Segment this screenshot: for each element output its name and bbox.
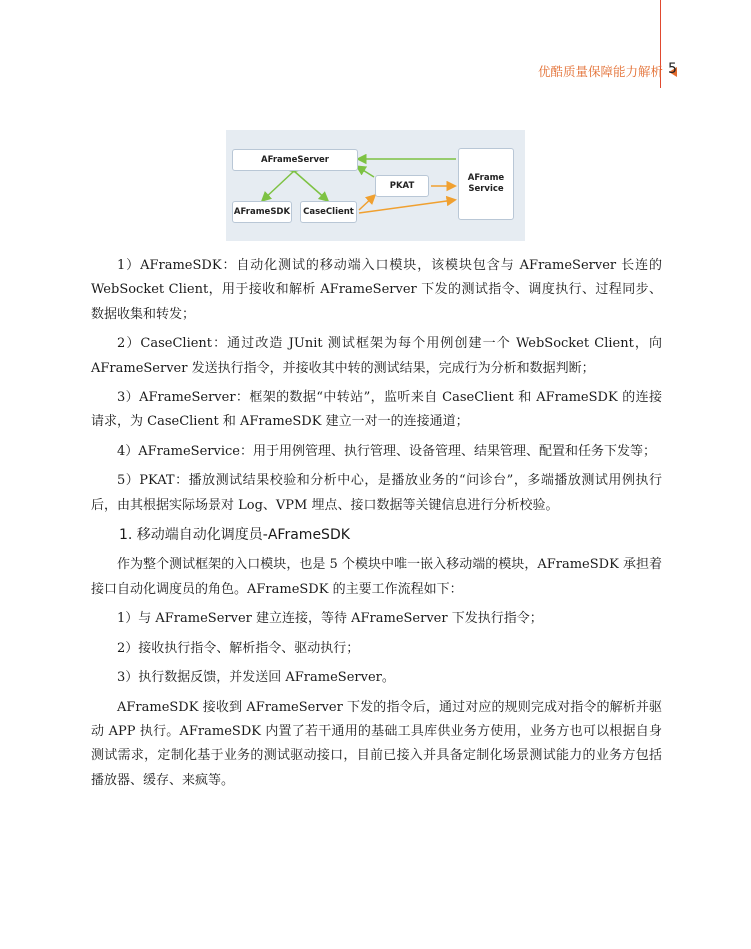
arrow-server-caseclient	[294, 171, 327, 200]
list-item: 2）接收执行指令、解析指令、驱动执行；	[117, 640, 360, 656]
node-aframe-server: AFrameServer	[232, 149, 358, 171]
node-aframe-sdk: AFrameSDK	[232, 201, 292, 223]
arrow-pkat-to-server	[358, 167, 374, 177]
body-text	[91, 254, 662, 793]
arrow-caseclient-pkat	[359, 196, 374, 210]
paragraph: 4）AFrameService：用于用例管理、执行管理、设备管理、结果管理、配置和任务下发等；	[117, 443, 656, 459]
header-title: 优酷质量保障能力解析	[537, 64, 663, 79]
running-header	[538, 62, 683, 80]
paragraph: 5）PKAT：播放测试结果校验和分析中心，是播放业务的“问诊台”，多端播放测试用例执行后，由其根据实际场景对 Log、VPM 埋点、接口数据等关键信息进行分析校验。	[91, 473, 662, 513]
section-heading: 1. 移动端自动化调度员-AFrameSDK	[119, 527, 350, 544]
node-aframe-service-line1: AFrame	[467, 173, 505, 183]
node-case-client: CaseClient	[300, 201, 357, 223]
paragraph: AFrameSDK 接收到 AFrameServer 下发的指令后，通过对应的规则完成对指令的解析并驱动 APP 执行。AFrameSDK 内置了若干通用的基础工具库供业务方使用，业务方也可以根据自身测试需求，定制化基于业务的测试驱动接口，目前已接入并具备定制化场景测试能力的业务方包括播放器、缓存、来疯等。	[91, 699, 662, 788]
arrow-server-sdk	[263, 171, 294, 200]
paragraph: 2）CaseClient：通过改造 JUnit 测试框架为每个用例创建一个 WebSocket Client，向 AFrameServer 发送执行指令，并接收其中转的测试结果，完成行为分析和数据判断；	[91, 336, 662, 376]
node-aframe-service	[458, 148, 514, 220]
architecture-diagram	[226, 130, 525, 241]
paragraph: 作为整个测试框架的入口模块，也是 5 个模块中唯一嵌入移动端的模块，AFrameSDK 承担着接口自动化调度员的角色。AFrameSDK 的主要工作流程如下：	[91, 557, 662, 597]
paragraph: 1）AFrameSDK：自动化测试的移动端入口模块，该模块包含与 AFrameServer 长连的 WebSocket Client，用于接收和解析 AFrameServer 下发的测试指令、调度执行、过程同步、数据收集和转发；	[91, 258, 662, 322]
page-number: 5	[668, 61, 677, 77]
paragraph: 3）AFrameServer：框架的数据“中转站”，监听来自 CaseClient 和 AFrameSDK 的连接请求，为 CaseClient 和 AFrameSDK 建立一对一的连接通道；	[91, 390, 662, 430]
list-item: 1）与 AFrameServer 建立连接，等待 AFrameServer 下发执行指令；	[117, 611, 543, 627]
node-pkat: PKAT	[375, 175, 429, 197]
list-item: 3）执行数据反馈，并发送回 AFrameServer。	[117, 670, 395, 686]
arrow-caseclient-service	[359, 200, 454, 213]
node-aframe-service-line2: Service	[468, 184, 504, 194]
